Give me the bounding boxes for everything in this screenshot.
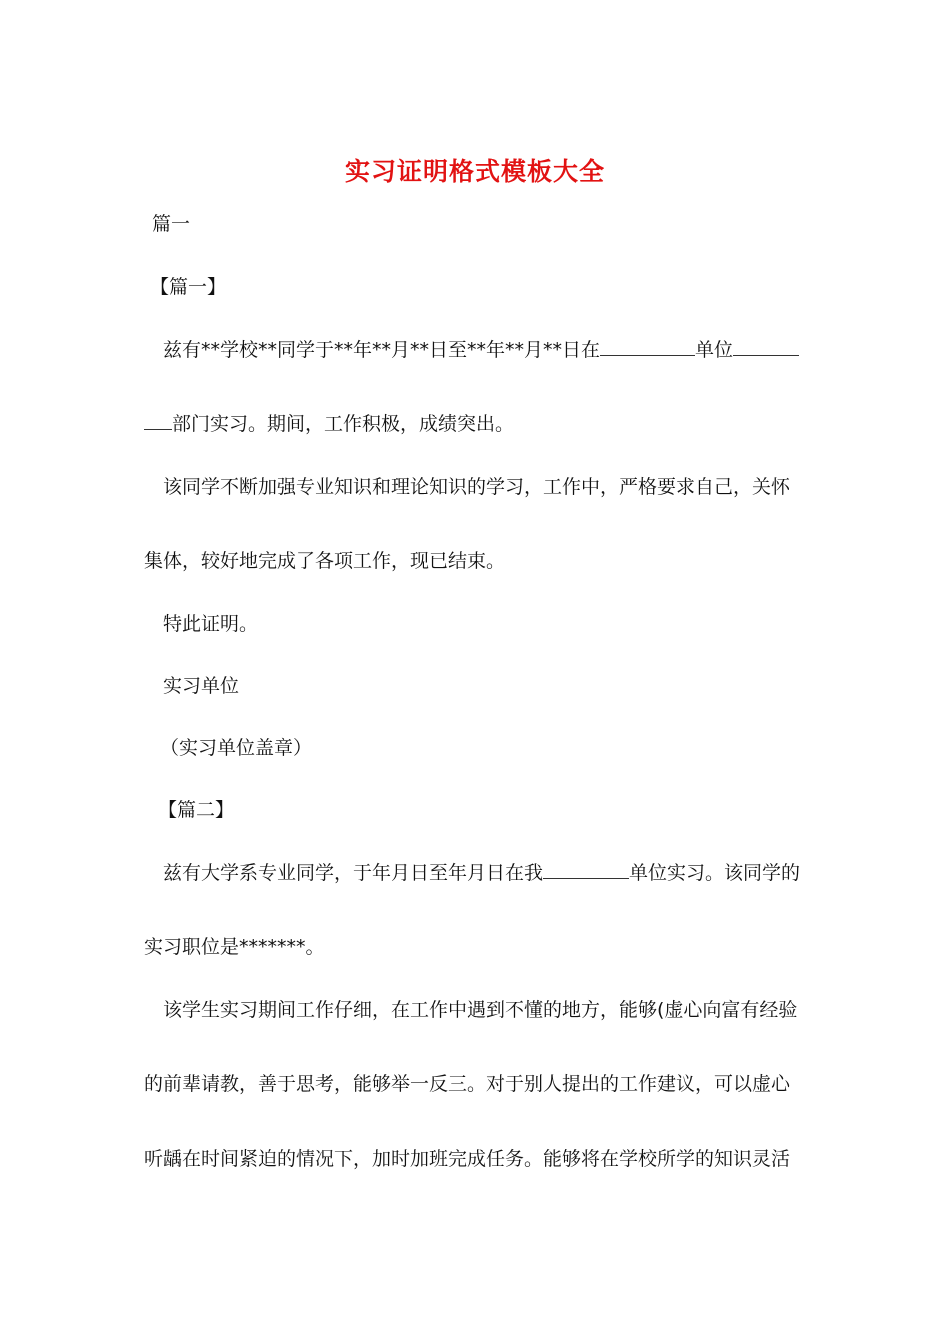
part1-paragraph2-line1: 该同学不断加强专业知识和理论知识的学习，工作中，严格要求自己，关怀 [163,476,791,498]
part1-unit-label: 实习单位 [163,675,240,697]
part1-p1-text-b: 单位 [695,339,734,361]
part2-p1-text-a: 兹有大学系专业同学，于年月日至年月日在我 [163,862,544,884]
fill-blank-department-start [733,337,799,356]
part2-p1-text-b: 单位实习。该同学的 [629,862,801,884]
part2-paragraph2-line3: 听龋在时间紧迫的情况下，加时加班完成任务。能够将在学校所学的知识灵活 [144,1148,791,1170]
fill-blank-unit-2 [543,860,629,879]
part2-heading: 【篇二】 [158,799,235,821]
part2-paragraph2-line2: 的前辈请教，善于思考，能够举一反三。对于别人提出的工作建议，可以虚心 [144,1073,791,1095]
document-title: 实习证明格式模板大全 [344,157,605,186]
part2-paragraph1-line1 [163,860,800,886]
part2-paragraph1-line2: 实习职位是*******。 [144,936,325,958]
part1-stamp-note: （实习单位盖章） [160,737,313,759]
section-label: 篇一 [152,213,191,235]
part1-heading: 【篇一】 [150,276,227,298]
fill-blank-unit [600,337,695,356]
part2-paragraph2-line1: 该学生实习期间工作仔细，在工作中遇到不懂的地方，能够(虚心向富有经验 [163,999,798,1021]
part1-certify-text: 特此证明。 [163,613,259,635]
part1-paragraph1-line1 [163,337,799,363]
fill-blank-department-end [144,411,172,430]
part1-p1-text-a: 兹有**学校**同学于**年**月**日至**年**月**日在 [163,339,601,361]
part1-paragraph1-line2 [144,411,514,437]
part1-paragraph2-line2: 集体，较好地完成了各项工作，现已结束。 [144,550,506,572]
part1-p1-text-c: 部门实习。期间，工作积极，成绩突出。 [172,413,515,435]
